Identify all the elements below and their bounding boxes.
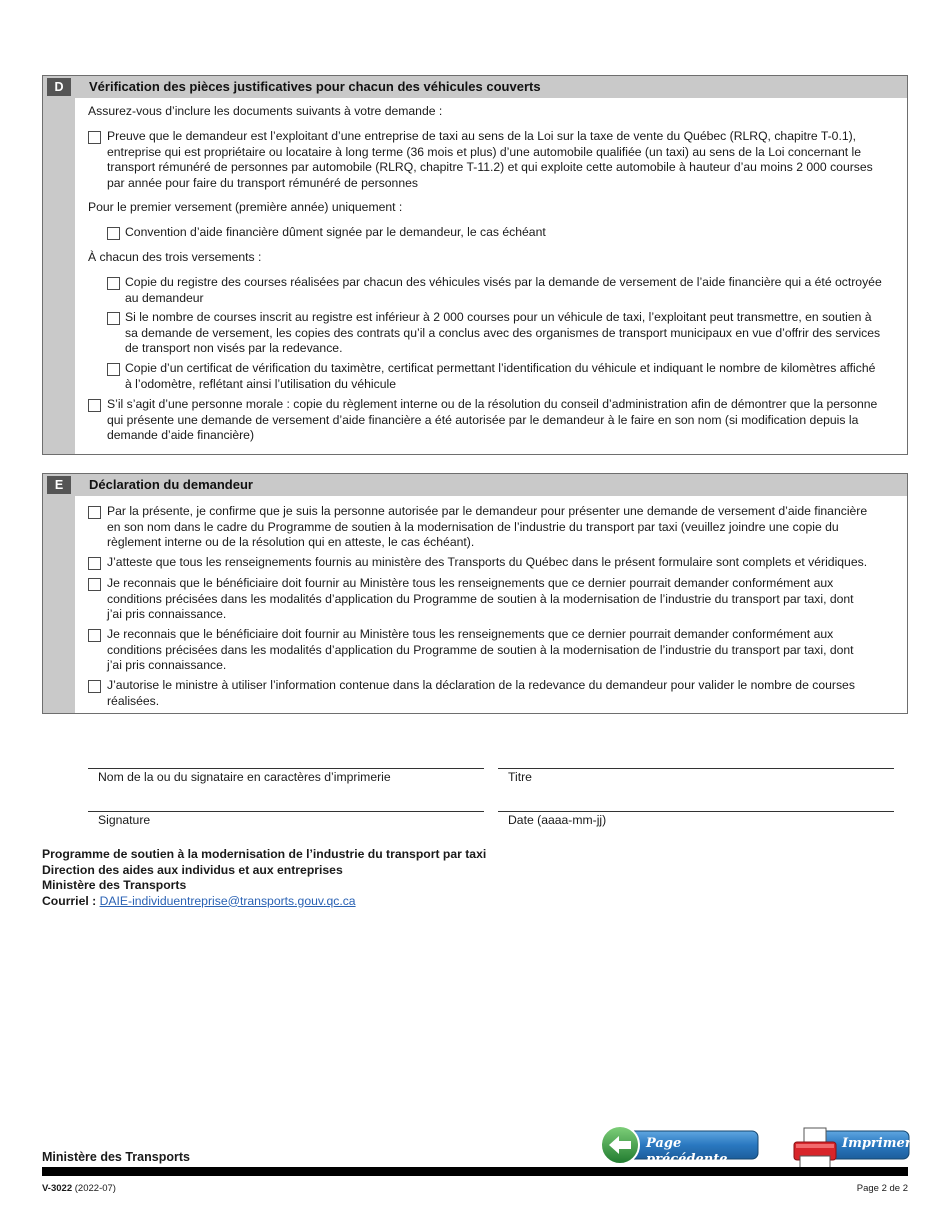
footer-ministry: Ministère des Transports (42, 1150, 190, 1164)
email-label: Courriel : (42, 893, 97, 908)
section-e-letter: E (47, 476, 71, 494)
item-taximeter-certificate-line: Copie d’un certificat de vérification du taximètre, certificat permettant l’identification du véhicule et indiquant le nombre de kilomètres affiché (125, 361, 876, 375)
each-payment-label: À chacun des trois versements : (88, 250, 262, 264)
title-field[interactable] (498, 768, 894, 769)
item-agreement: Convention d’aide financière dûment signée par le demandeur, le cas échéant (125, 225, 546, 239)
item-acknowledge-1-line: j’ai pris connaissance. (107, 607, 227, 621)
ministry-name: Ministère des Transports (42, 878, 187, 892)
item-operator-proof-line: par année pour faire du transport rémunéré de personnes (107, 175, 418, 190)
item-operator-proof-line: entreprise qui est propriétaire ou locataire à long terme (36 mois et plus) d’une automobile qualifiée (un taxi) au sens de la Loi concernant le (107, 144, 862, 159)
form-date: (2022-07) (74, 1183, 116, 1194)
item-authorized-person-line: en son nom dans le cadre du Programme de soutien à la modernisation de l’industrie du transport par taxi (veuillez joindre une copie du (107, 519, 839, 534)
previous-page-button[interactable] (600, 1124, 760, 1166)
item-acknowledge-2-line: conditions précisées dans les modalités d’application du Programme de soutien à la modernisation de l’industrie du transport par taxi, dont (107, 642, 854, 657)
item-taximeter-certificate (125, 361, 875, 392)
checkbox-operator-proof[interactable] (88, 131, 101, 144)
section-e (42, 473, 908, 714)
item-acknowledge-1-line: conditions précisées dans les modalités d’application du Programme de soutien à la modernisation de l’industrie du transport par taxi, dont (107, 591, 854, 606)
date-label: Date (aaaa-mm-jj) (508, 813, 607, 827)
section-e-side-bar (43, 474, 75, 713)
item-trip-register-line: Copie du registre des courses réalisées par chacun des véhicules visés par la demande de versement de l’aide financière qui a été octroyée (125, 275, 882, 289)
signatory-name-field[interactable] (88, 768, 484, 769)
item-acknowledge-2 (107, 627, 854, 674)
item-operator-proof-line: Preuve que le demandeur est l’exploitant d’une entreprise de taxi au sens de la Loi sur la taxe de vente du Québec (RLRQ, chapitre T-0.1), (107, 129, 857, 143)
item-acknowledge-1 (107, 576, 854, 623)
item-legal-person-line: qui présente une demande de versement d’aide financière a été autorisée par le demandeur à le faire en son nom (si modification depuis la (107, 412, 859, 427)
email-line (42, 894, 486, 910)
section-d-letter: D (47, 78, 71, 96)
email-link[interactable]: DAIE-individuentreprise@transports.gouv.qc.ca (99, 893, 356, 908)
footer-bar (42, 1167, 908, 1176)
item-legal-person-line: demande d’aide financière) (107, 428, 255, 442)
checkbox-legal-person[interactable] (88, 399, 101, 412)
item-taximeter-certificate-line: à l’odomètre, reflétant ainsi l’utilisation du véhicule (125, 376, 396, 391)
item-trip-register (125, 275, 882, 306)
print-label: Imprimer (842, 1136, 912, 1151)
item-authorized-person-line: Par la présente, je confirme que je suis la personne autorisée par le demandeur pour présenter une demande de versement d’aide financière (107, 504, 868, 518)
direction-name: Direction des aides aux individus et aux entreprises (42, 862, 343, 877)
section-d-side-bar (43, 76, 75, 454)
item-trip-register-line: au demandeur (125, 290, 204, 305)
checkbox-transport-contracts[interactable] (107, 312, 120, 325)
checkbox-authorized-person[interactable] (88, 506, 101, 519)
contact-block (42, 847, 486, 909)
section-d-title: Vérification des pièces justificatives pour chacun des véhicules couverts (89, 79, 541, 94)
item-acknowledge-1-line: Je reconnais que le bénéficiaire doit fournir au Ministère tous les renseignements que ce dernier pourrait demander conformément aux (107, 576, 834, 590)
item-operator-proof (107, 129, 873, 191)
section-d-header (75, 76, 907, 98)
checkbox-authorize-minister[interactable] (88, 680, 101, 693)
first-payment-label: Pour le premier versement (première année) uniquement : (88, 200, 403, 214)
form-code (42, 1181, 116, 1197)
item-authorize-minister-line: réalisées. (107, 693, 160, 708)
program-name: Programme de soutien à la modernisation de l’industrie du transport par taxi (42, 847, 487, 861)
checkbox-acknowledge-2[interactable] (88, 629, 101, 642)
item-transport-contracts-line: sa demande de versement, les copies des contrats qu’il a conclus avec des organismes de transport municipaux en vue d’offrir des services (125, 325, 881, 340)
item-legal-person-line: S’il s’agit d’une personne morale : copie du règlement interne ou de la résolution du conseil d’administration afin de démontrer que la personne (107, 397, 878, 411)
item-info-accurate: J’atteste que tous les renseignements fournis au ministère des Transports du Québec dans le présent formulaire sont complets et véridiques. (107, 555, 868, 569)
section-e-header (75, 474, 907, 496)
item-authorize-minister (107, 678, 855, 709)
title-label: Titre (508, 770, 532, 784)
signature-field[interactable] (88, 811, 484, 812)
date-field[interactable] (498, 811, 894, 812)
item-operator-proof-line: transport rémunéré de personnes par automobile (RLRQ, chapitre T-11.2) et qui exploite cette automobile à hauteur d’au moins 2 000 courses (107, 160, 873, 174)
item-transport-contracts (125, 310, 880, 357)
checkbox-agreement[interactable] (107, 227, 120, 240)
section-e-title: Déclaration du demandeur (89, 477, 253, 492)
section-d-intro: Assurez-vous d’inclure les documents suivants à votre demande : (88, 104, 443, 118)
print-button[interactable] (792, 1126, 910, 1170)
item-legal-person (107, 397, 877, 444)
page-number: Page 2 de 2 (856, 1183, 908, 1194)
checkbox-info-accurate[interactable] (88, 557, 101, 570)
item-acknowledge-2-line: j’ai pris connaissance. (107, 658, 227, 672)
item-authorize-minister-line: J’autorise le ministre à utiliser l’information contenue dans la déclaration de la redevance du demandeur pour valider le nombre de courses (107, 678, 855, 692)
checkbox-acknowledge-1[interactable] (88, 578, 101, 591)
item-authorized-person (107, 504, 867, 551)
item-transport-contracts-line: Si le nombre de courses inscrit au registre est inférieur à 2 000 courses pour un véhicule de taxi, l’exploitant peut transmettre, en soutien à (125, 310, 872, 324)
form-number: V-3022 (42, 1183, 73, 1194)
item-transport-contracts-line: de transport non visés par la redevance. (125, 341, 343, 355)
item-authorized-person-line: règlement interne ou de la résolution qui en atteste, le cas échéant). (107, 535, 475, 549)
checkbox-taximeter-certificate[interactable] (107, 363, 120, 376)
signatory-name-label: Nom de la ou du signataire en caractères d’imprimerie (98, 770, 391, 784)
item-acknowledge-2-line: Je reconnais que le bénéficiaire doit fournir au Ministère tous les renseignements que ce dernier pourrait demander conformément aux (107, 627, 834, 641)
signature-label: Signature (98, 813, 151, 827)
checkbox-trip-register[interactable] (107, 277, 120, 290)
section-d (42, 75, 908, 455)
previous-page-label: Page précédente (646, 1136, 728, 1167)
